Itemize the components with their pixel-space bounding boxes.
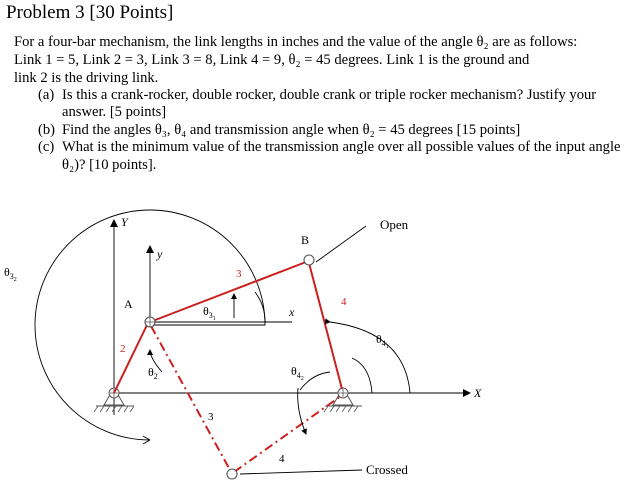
label-link-4-open: 4 bbox=[341, 296, 347, 308]
theta41-arc-inner bbox=[352, 358, 372, 393]
intro-line-2: Link 1 = 5, Link 2 = 3, Link 3 = 8, Link 4 = 9, θ₂ = 45 degrees. Link 1 is the ground and bbox=[14, 52, 530, 68]
label-crossed: Crossed bbox=[366, 462, 408, 477]
part-c-line-1: What is the minimum value of the transmission angle over all possible values of the input angle bbox=[62, 139, 621, 155]
part-b-label: (b) bbox=[38, 122, 56, 138]
part-b-line-1: Find the angles θ₃, θ₄ and transmission angle when θ₂ = 45 degrees [15 points] bbox=[62, 122, 521, 138]
crossed-leader bbox=[240, 470, 362, 474]
label-theta31: $\theta_31$ bbox=[203, 304, 216, 322]
theta42-arc-upper bbox=[300, 372, 330, 390]
label-link-3-crossed: 3 bbox=[208, 411, 214, 423]
link-4-crossed bbox=[234, 396, 341, 472]
label-link-4-crossed: 4 bbox=[279, 453, 285, 465]
label-point-A: A bbox=[124, 297, 133, 311]
joint-B bbox=[304, 255, 314, 265]
part-a-label: (a) bbox=[38, 87, 55, 103]
label-axis-Y: Y bbox=[121, 215, 128, 229]
problem-title: Problem 3 [30 Points] bbox=[6, 2, 174, 23]
part-a-line-2: answer. [5 points] bbox=[62, 104, 167, 120]
label-axis-x: x bbox=[289, 305, 295, 319]
part-a-line-1: Is this a crank-rocker, double rocker, double crank or triple rocker mechanism? Justify your bbox=[62, 87, 597, 103]
open-leader bbox=[316, 226, 366, 262]
label-theta2: $\theta_2$ bbox=[148, 365, 158, 381]
link-3-crossed bbox=[151, 326, 230, 470]
label-theta42: $\theta_42$ bbox=[291, 364, 304, 382]
link-4-open bbox=[309, 263, 342, 389]
intro-line-1: For a four-bar mechanism, the link lengths in inches and the value of the angle θ₂ are as follows: bbox=[14, 34, 578, 50]
intro-line-3: link 2 is the driving link. bbox=[14, 70, 159, 86]
part-c-label: (c) bbox=[38, 139, 55, 155]
joint-A bbox=[145, 317, 155, 327]
part-c-line-2: θ₂)? [10 points]. bbox=[62, 157, 157, 173]
label-link-2: 2 bbox=[120, 343, 126, 355]
link-2 bbox=[114, 325, 147, 393]
label-axis-X: X bbox=[474, 386, 482, 400]
label-point-B: B bbox=[301, 233, 310, 247]
link-3-open bbox=[150, 262, 306, 322]
label-axis-y: y bbox=[157, 247, 163, 261]
label-theta32: $\theta_32$ bbox=[4, 265, 17, 283]
label-open: Open bbox=[380, 217, 409, 232]
ground-pivot-right bbox=[324, 388, 362, 412]
label-link-3-open: 3 bbox=[236, 268, 242, 280]
joint-B-crossed bbox=[227, 469, 237, 479]
label-theta41: $\theta_41$ bbox=[376, 332, 389, 350]
